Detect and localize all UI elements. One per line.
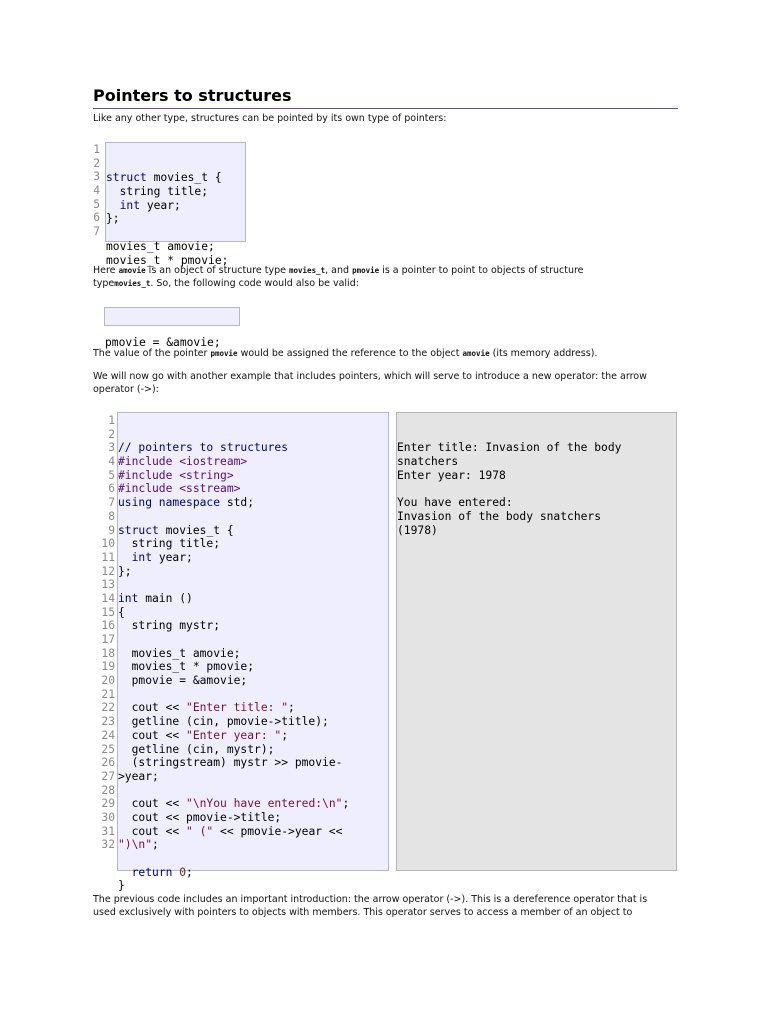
- code3-line-number: 7: [108, 496, 115, 510]
- output-line: You have entered:: [397, 496, 513, 510]
- code3-line-number: 9: [108, 523, 115, 537]
- inline-code-pmovie: pmovie: [352, 266, 380, 275]
- code3-line: getline (cin, mystr);: [118, 742, 275, 756]
- code3-line-number: 30: [101, 810, 115, 824]
- code3-line-number: 10: [101, 537, 115, 551]
- code3-line-number: 17: [101, 633, 115, 646]
- code3-line-number: 14: [101, 591, 115, 605]
- code3-line: return 0;: [131, 865, 193, 879]
- code-block-assignment: [104, 307, 240, 350]
- code3-line-number: 25: [101, 742, 115, 756]
- code3-line-number: 32: [101, 838, 115, 852]
- arrow-intro-paragraph: We will now go with another example that includes pointers, which will serve to introduce a new operator: the arrow operator (->):: [93, 371, 647, 395]
- code1-lines: [106, 170, 245, 267]
- code3-line: #include <string>: [118, 468, 234, 482]
- output-line: Enter year: 1978: [397, 468, 506, 482]
- code3-line: struct movies_t {: [118, 523, 234, 537]
- code3-line: [118, 852, 388, 866]
- code3-line: cout << "Enter year: ";: [118, 728, 289, 742]
- code1-line-number: 5: [93, 197, 100, 211]
- code3-line: pmovie = &amovie;: [118, 674, 248, 688]
- code3-line: // pointers to structures: [118, 441, 289, 455]
- code3-line: ")\n";: [118, 838, 159, 852]
- code3-line: string title;: [118, 537, 221, 551]
- code3-line: using namespace std;: [118, 496, 255, 510]
- code3-line-number: 4: [108, 455, 115, 469]
- code3-line-number: 31: [101, 824, 115, 838]
- output-line: Enter title: Invasion of the body: [397, 441, 622, 455]
- section-heading: Pointers to structures: [93, 86, 678, 109]
- code3-line-number: 24: [101, 728, 115, 742]
- code1-line-numbers: [85, 143, 100, 239]
- output-line: [397, 482, 676, 496]
- code3-line: [118, 578, 388, 592]
- code3-lines: [118, 440, 388, 893]
- code1-line-number: 3: [93, 170, 100, 184]
- code3-line-number: 12: [101, 564, 115, 578]
- code3-line-number: 28: [101, 783, 115, 797]
- intro-paragraph: Like any other type, structures can be pointed by its own type of pointers:: [93, 113, 447, 124]
- code3-line-number: [97, 852, 115, 866]
- code3-line: [118, 510, 388, 524]
- code3-line-number: 16: [101, 619, 115, 633]
- code3-line: };: [118, 564, 132, 578]
- code3-line: }: [118, 879, 125, 893]
- arrow-operator-paragraph: The previous code includes an important introduction: the arrow operator (->). This is a dereference operator that is used exclusively with pointers to objects with members. This operator serves to access a member of an object to: [93, 894, 648, 918]
- inline-code-movies-t: movies_t: [289, 266, 326, 275]
- program-output-box: [396, 412, 677, 871]
- code1-line: [106, 226, 245, 240]
- code1-line: string title;: [106, 185, 209, 199]
- code3-line: #include <sstream>: [118, 482, 241, 496]
- explanation-paragraph: Here amovie is an object of structure type movies_t, and pmovie is a pointer to point to objects of structure typemovies_t. So, the following code would also be valid:: [93, 265, 584, 289]
- code3-line: >year;: [118, 769, 159, 783]
- code3-line-number: 21: [101, 687, 115, 701]
- code1-line-number: 1: [93, 143, 100, 156]
- code3-line-number: 18: [101, 646, 115, 660]
- code3-line: cout << pmovie->title;: [118, 810, 282, 824]
- code3-line-number: 23: [101, 715, 115, 729]
- code3-line-number: 8: [108, 509, 115, 523]
- code3-line-number: 13: [101, 578, 115, 592]
- code3-line-number: 1: [108, 414, 115, 427]
- code1-line-number: 2: [93, 156, 100, 170]
- code3-line: int year;: [131, 550, 193, 564]
- code3-line-number: 2: [108, 427, 115, 441]
- code3-line: [118, 688, 388, 702]
- output-lines: [397, 440, 676, 537]
- output-line: (1978): [397, 523, 438, 537]
- code1-line: movies_t amovie;: [106, 239, 215, 253]
- code1-line: };: [106, 212, 120, 226]
- code1-line-number: 4: [93, 184, 100, 198]
- code3-line-number: 19: [101, 660, 115, 674]
- code1-line-number: 7: [93, 225, 100, 239]
- code3-line: cout << "\nYou have entered:\n";: [118, 797, 350, 811]
- code3-line: int main (): [118, 591, 193, 605]
- code3-line-number: 11: [101, 550, 115, 564]
- inline-code-pmovie-2: pmovie: [210, 349, 238, 358]
- code3-line-number: 20: [101, 674, 115, 688]
- code3-line-number: 27: [101, 769, 115, 783]
- code3-line: [118, 633, 388, 647]
- code3-line: #include <iostream>: [118, 455, 248, 469]
- code1-line: movies_t * pmovie;: [106, 253, 229, 267]
- code1-line: int year;: [119, 198, 181, 212]
- code-block-example: [117, 412, 389, 893]
- code3-line-number: 29: [101, 797, 115, 811]
- code3-line: cout << " (" << pmovie->year <<: [118, 824, 343, 838]
- code2-line: pmovie = &amovie;: [105, 336, 221, 350]
- pointer-value-paragraph: The value of the pointer pmovie would be assigned the reference to the object amovie (its memory address).: [93, 348, 598, 359]
- code3-line-number: 15: [101, 605, 115, 619]
- code-block-struct: [105, 142, 246, 267]
- code3-line: movies_t amovie;: [118, 646, 241, 660]
- code3-line-number: 22: [101, 701, 115, 715]
- output-line: Invasion of the body snatchers: [397, 509, 602, 523]
- code3-line: movies_t * pmovie;: [118, 660, 255, 674]
- code1-line-number: 6: [93, 211, 100, 225]
- code3-line: {: [118, 605, 125, 619]
- code3-line: (stringstream) mystr >> pmovie-: [118, 756, 343, 770]
- inline-code-amovie: amovie: [118, 266, 146, 275]
- code3-line-numbers: [97, 414, 115, 866]
- code3-line: cout << "Enter title: ";: [118, 701, 295, 715]
- code3-line-number: 6: [108, 482, 115, 496]
- code3-line-number: 5: [108, 468, 115, 482]
- code3-line-number: 3: [108, 441, 115, 455]
- inline-code-amovie-2: amovie: [462, 349, 490, 358]
- code3-line-number: 26: [101, 756, 115, 770]
- output-line: snatchers: [397, 455, 459, 469]
- inline-code-movies-t-2: movies_t: [114, 279, 151, 288]
- code3-line: [118, 784, 388, 798]
- code3-line: string mystr;: [118, 619, 221, 633]
- code3-line: getline (cin, pmovie->title);: [118, 715, 329, 729]
- code1-line: struct movies_t {: [106, 171, 222, 185]
